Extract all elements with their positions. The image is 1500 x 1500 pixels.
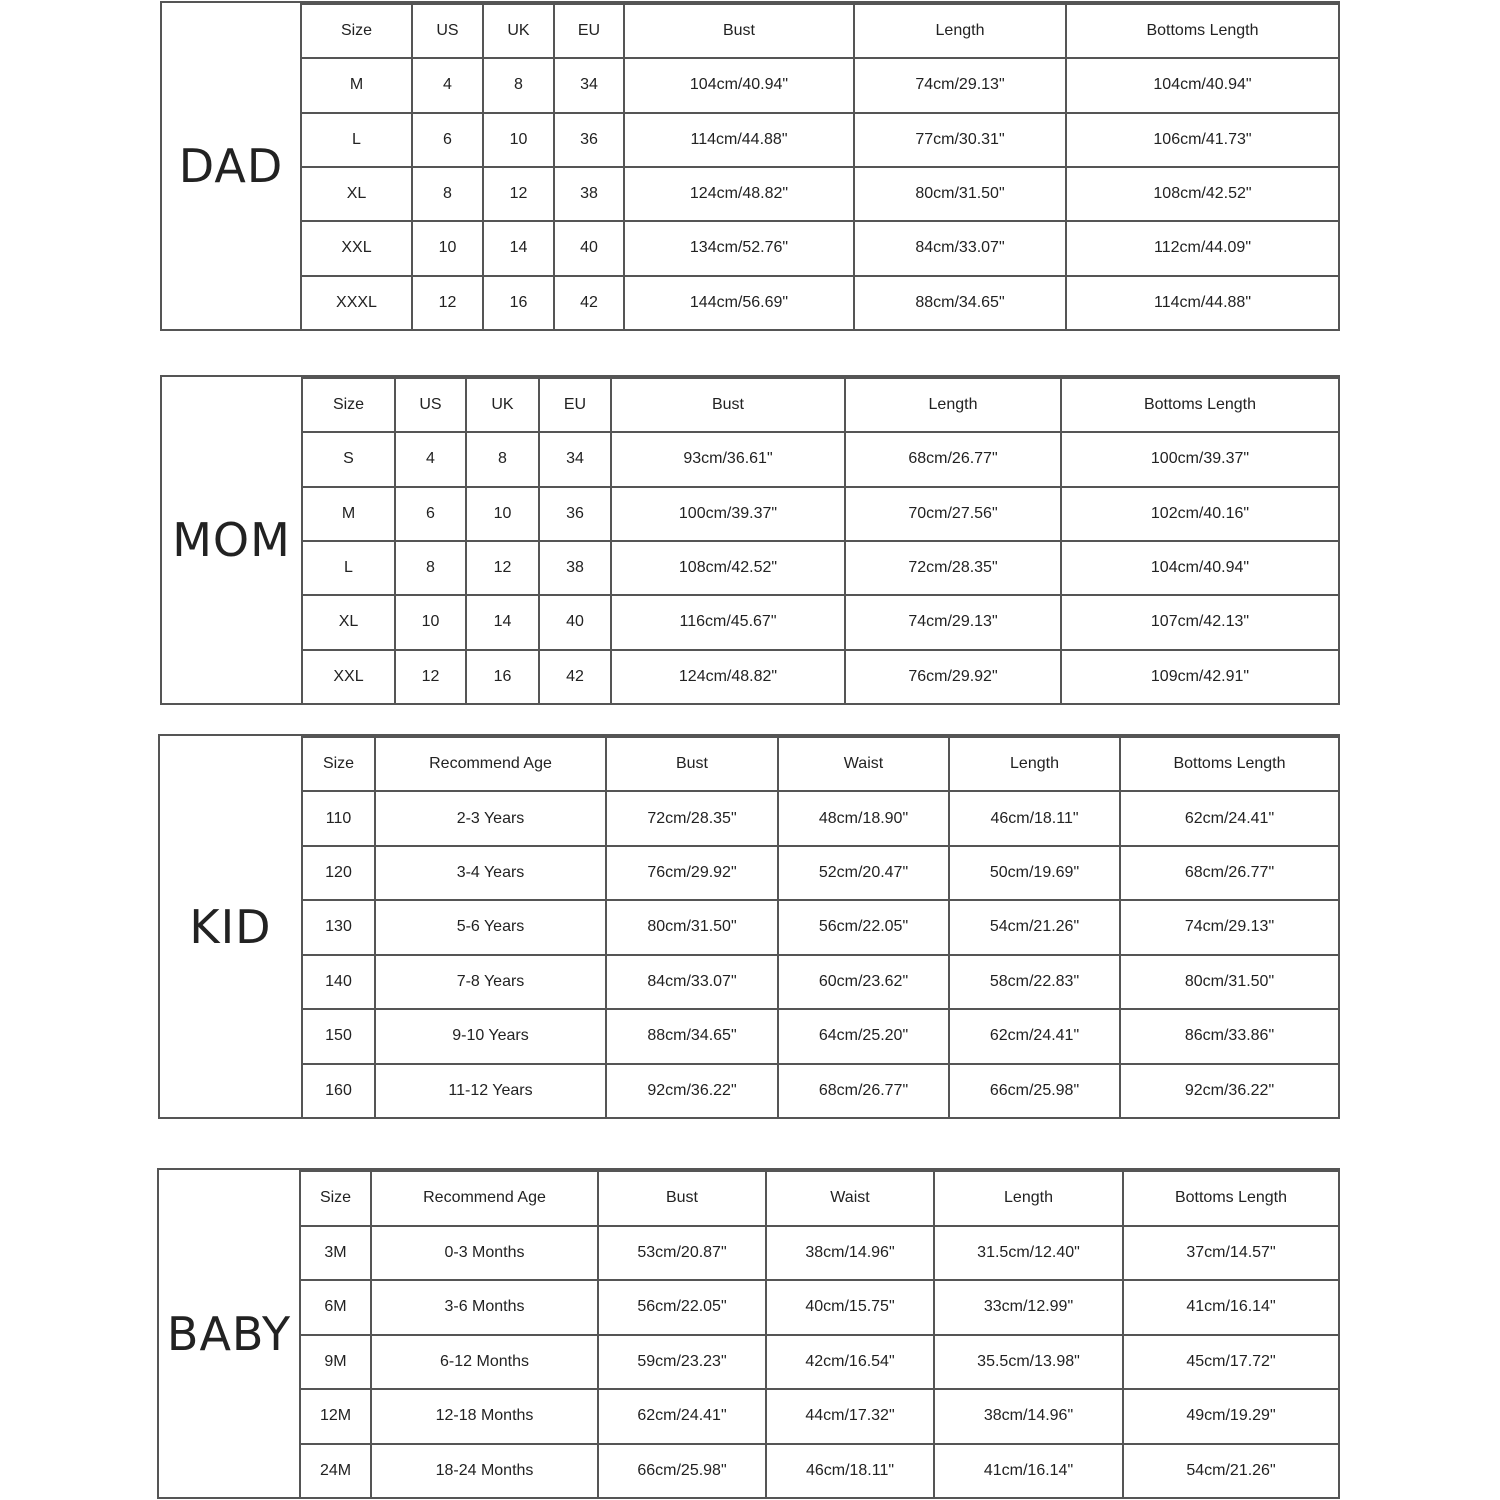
baby-table bbox=[301, 1170, 1338, 1498]
table-cell: 38cm/14.96" bbox=[934, 1389, 1123, 1444]
column-header: Waist bbox=[766, 1171, 934, 1226]
table-cell: 100cm/39.37" bbox=[1061, 432, 1338, 486]
column-header: Size bbox=[302, 4, 412, 58]
table-cell: XXL bbox=[302, 221, 412, 275]
table-cell: 108cm/42.52" bbox=[611, 541, 845, 595]
table-row bbox=[303, 487, 1338, 541]
table-cell: 3-6 Months bbox=[371, 1280, 598, 1335]
table-cell: XL bbox=[302, 167, 412, 221]
table-cell: 104cm/40.94" bbox=[1061, 541, 1338, 595]
table-cell: 64cm/25.20" bbox=[778, 1009, 949, 1063]
table-cell: 41cm/16.14" bbox=[1123, 1280, 1338, 1335]
table-row bbox=[303, 432, 1338, 486]
table-cell: 9-10 Years bbox=[375, 1009, 606, 1063]
mom-label: MOM bbox=[162, 377, 303, 703]
table-cell: 52cm/20.47" bbox=[778, 846, 949, 900]
column-header: EU bbox=[554, 4, 624, 58]
table-cell: 10 bbox=[483, 113, 554, 167]
table-cell: 109cm/42.91" bbox=[1061, 650, 1338, 704]
column-header: Bust bbox=[606, 737, 778, 791]
table-cell: 10 bbox=[466, 487, 539, 541]
table-cell: 16 bbox=[466, 650, 539, 704]
table-cell: 4 bbox=[412, 58, 483, 112]
table-cell: 92cm/36.22" bbox=[1120, 1064, 1338, 1118]
table-cell: 8 bbox=[395, 541, 466, 595]
table-cell: 24M bbox=[301, 1444, 371, 1499]
table-row bbox=[303, 541, 1338, 595]
table-cell: 33cm/12.99" bbox=[934, 1280, 1123, 1335]
table-cell: 68cm/26.77" bbox=[845, 432, 1061, 486]
table-row bbox=[301, 1226, 1338, 1281]
table-cell: 76cm/29.92" bbox=[606, 846, 778, 900]
table-cell: 93cm/36.61" bbox=[611, 432, 845, 486]
table-row bbox=[303, 955, 1338, 1009]
table-cell: 77cm/30.31" bbox=[854, 113, 1066, 167]
table-cell: 8 bbox=[412, 167, 483, 221]
table-cell: 107cm/42.13" bbox=[1061, 595, 1338, 649]
column-header: Length bbox=[934, 1171, 1123, 1226]
table-cell: 8 bbox=[483, 58, 554, 112]
table-row bbox=[303, 650, 1338, 704]
table-row bbox=[302, 221, 1338, 275]
table-cell: M bbox=[303, 487, 395, 541]
column-header: Bust bbox=[611, 378, 845, 432]
column-header: Bottoms Length bbox=[1066, 4, 1338, 58]
table-cell: 88cm/34.65" bbox=[854, 276, 1066, 330]
table-cell: 84cm/33.07" bbox=[854, 221, 1066, 275]
table-cell: 72cm/28.35" bbox=[845, 541, 1061, 595]
table-cell: 12 bbox=[395, 650, 466, 704]
table-cell: 6-12 Months bbox=[371, 1335, 598, 1390]
kid-size-chart bbox=[158, 734, 1340, 1119]
table-cell: 0-3 Months bbox=[371, 1226, 598, 1281]
table-cell: 59cm/23.23" bbox=[598, 1335, 766, 1390]
table-cell: 11-12 Years bbox=[375, 1064, 606, 1118]
column-header: Bottoms Length bbox=[1120, 737, 1338, 791]
table-cell: 53cm/20.87" bbox=[598, 1226, 766, 1281]
column-header: Length bbox=[854, 4, 1066, 58]
table-cell: 74cm/29.13" bbox=[1120, 900, 1338, 954]
table-cell: 34 bbox=[554, 58, 624, 112]
table-cell: 150 bbox=[303, 1009, 375, 1063]
table-row bbox=[302, 276, 1338, 330]
column-header: Size bbox=[301, 1171, 371, 1226]
table-cell: 3-4 Years bbox=[375, 846, 606, 900]
table-cell: 48cm/18.90" bbox=[778, 791, 949, 845]
table-cell: 116cm/45.67" bbox=[611, 595, 845, 649]
table-cell: 160 bbox=[303, 1064, 375, 1118]
table-cell: 124cm/48.82" bbox=[624, 167, 854, 221]
table-cell: 31.5cm/12.40" bbox=[934, 1226, 1123, 1281]
dad-label: DAD bbox=[162, 3, 302, 329]
column-header: Length bbox=[845, 378, 1061, 432]
table-cell: 54cm/21.26" bbox=[949, 900, 1120, 954]
table-row bbox=[303, 1064, 1338, 1118]
table-cell: 7-8 Years bbox=[375, 955, 606, 1009]
table-row bbox=[303, 595, 1338, 649]
table-cell: 3M bbox=[301, 1226, 371, 1281]
table-cell: 18-24 Months bbox=[371, 1444, 598, 1499]
table-row bbox=[302, 167, 1338, 221]
header-row bbox=[303, 378, 1338, 432]
header-row bbox=[302, 4, 1338, 58]
table-cell: XXXL bbox=[302, 276, 412, 330]
table-row bbox=[303, 900, 1338, 954]
table-cell: 120 bbox=[303, 846, 375, 900]
table-cell: 12-18 Months bbox=[371, 1389, 598, 1444]
column-header: UK bbox=[466, 378, 539, 432]
table-cell: 50cm/19.69" bbox=[949, 846, 1120, 900]
column-header: Bottoms Length bbox=[1123, 1171, 1338, 1226]
table-cell: 134cm/52.76" bbox=[624, 221, 854, 275]
baby-label: BABY bbox=[159, 1170, 301, 1497]
table-cell: 4 bbox=[395, 432, 466, 486]
table-cell: 100cm/39.37" bbox=[611, 487, 845, 541]
table-cell: 49cm/19.29" bbox=[1123, 1389, 1338, 1444]
table-cell: XXL bbox=[303, 650, 395, 704]
table-cell: 62cm/24.41" bbox=[598, 1389, 766, 1444]
table-cell: 66cm/25.98" bbox=[598, 1444, 766, 1499]
table-cell: 34 bbox=[539, 432, 611, 486]
column-header: Bottoms Length bbox=[1061, 378, 1338, 432]
column-header: Size bbox=[303, 737, 375, 791]
kid-table bbox=[303, 736, 1338, 1118]
table-cell: XL bbox=[303, 595, 395, 649]
table-cell: 102cm/40.16" bbox=[1061, 487, 1338, 541]
table-cell: 60cm/23.62" bbox=[778, 955, 949, 1009]
header-row bbox=[303, 737, 1338, 791]
mom-size-chart bbox=[160, 375, 1340, 705]
table-cell: 140 bbox=[303, 955, 375, 1009]
table-cell: S bbox=[303, 432, 395, 486]
table-cell: 130 bbox=[303, 900, 375, 954]
table-cell: 106cm/41.73" bbox=[1066, 113, 1338, 167]
table-cell: 36 bbox=[554, 113, 624, 167]
column-header: Length bbox=[949, 737, 1120, 791]
table-cell: 38cm/14.96" bbox=[766, 1226, 934, 1281]
table-cell: 86cm/33.86" bbox=[1120, 1009, 1338, 1063]
table-cell: 74cm/29.13" bbox=[854, 58, 1066, 112]
table-cell: 112cm/44.09" bbox=[1066, 221, 1338, 275]
table-cell: 68cm/26.77" bbox=[1120, 846, 1338, 900]
table-cell: 58cm/22.83" bbox=[949, 955, 1120, 1009]
table-cell: 41cm/16.14" bbox=[934, 1444, 1123, 1499]
table-cell: 6M bbox=[301, 1280, 371, 1335]
table-cell: 66cm/25.98" bbox=[949, 1064, 1120, 1118]
table-cell: 68cm/26.77" bbox=[778, 1064, 949, 1118]
table-row bbox=[303, 1009, 1338, 1063]
table-cell: 6 bbox=[395, 487, 466, 541]
table-cell: 12 bbox=[412, 276, 483, 330]
table-row bbox=[301, 1335, 1338, 1390]
table-cell: 44cm/17.32" bbox=[766, 1389, 934, 1444]
table-cell: 16 bbox=[483, 276, 554, 330]
table-cell: 2-3 Years bbox=[375, 791, 606, 845]
table-cell: 37cm/14.57" bbox=[1123, 1226, 1338, 1281]
table-cell: 36 bbox=[539, 487, 611, 541]
table-cell: 80cm/31.50" bbox=[1120, 955, 1338, 1009]
table-cell: 46cm/18.11" bbox=[949, 791, 1120, 845]
header-row bbox=[301, 1171, 1338, 1226]
table-cell: 80cm/31.50" bbox=[854, 167, 1066, 221]
table-row bbox=[302, 58, 1338, 112]
column-header: Bust bbox=[624, 4, 854, 58]
table-cell: 42 bbox=[554, 276, 624, 330]
table-cell: 114cm/44.88" bbox=[1066, 276, 1338, 330]
table-cell: 10 bbox=[412, 221, 483, 275]
column-header: Waist bbox=[778, 737, 949, 791]
table-cell: 84cm/33.07" bbox=[606, 955, 778, 1009]
column-header: UK bbox=[483, 4, 554, 58]
table-cell: 14 bbox=[466, 595, 539, 649]
table-cell: 56cm/22.05" bbox=[598, 1280, 766, 1335]
column-header: EU bbox=[539, 378, 611, 432]
table-cell: 108cm/42.52" bbox=[1066, 167, 1338, 221]
baby-size-chart bbox=[157, 1168, 1340, 1499]
table-cell: 104cm/40.94" bbox=[624, 58, 854, 112]
column-header: Recommend Age bbox=[375, 737, 606, 791]
column-header: Recommend Age bbox=[371, 1171, 598, 1226]
table-cell: 62cm/24.41" bbox=[949, 1009, 1120, 1063]
table-cell: 38 bbox=[539, 541, 611, 595]
column-header: US bbox=[412, 4, 483, 58]
table-row bbox=[303, 791, 1338, 845]
dad-table bbox=[302, 3, 1338, 330]
table-cell: 80cm/31.50" bbox=[606, 900, 778, 954]
table-cell: 74cm/29.13" bbox=[845, 595, 1061, 649]
table-cell: 54cm/21.26" bbox=[1123, 1444, 1338, 1499]
table-cell: 62cm/24.41" bbox=[1120, 791, 1338, 845]
kid-label: KID bbox=[160, 736, 303, 1117]
table-cell: 40 bbox=[554, 221, 624, 275]
column-header: Size bbox=[303, 378, 395, 432]
table-row bbox=[301, 1389, 1338, 1444]
table-cell: 12M bbox=[301, 1389, 371, 1444]
table-cell: 14 bbox=[483, 221, 554, 275]
table-cell: 76cm/29.92" bbox=[845, 650, 1061, 704]
table-cell: 9M bbox=[301, 1335, 371, 1390]
table-cell: 70cm/27.56" bbox=[845, 487, 1061, 541]
table-cell: 10 bbox=[395, 595, 466, 649]
table-cell: 35.5cm/13.98" bbox=[934, 1335, 1123, 1390]
table-cell: 12 bbox=[466, 541, 539, 595]
table-cell: 144cm/56.69" bbox=[624, 276, 854, 330]
table-cell: 88cm/34.65" bbox=[606, 1009, 778, 1063]
table-cell: 124cm/48.82" bbox=[611, 650, 845, 704]
table-cell: L bbox=[302, 113, 412, 167]
column-header: Bust bbox=[598, 1171, 766, 1226]
dad-size-chart bbox=[160, 1, 1340, 331]
table-cell: 92cm/36.22" bbox=[606, 1064, 778, 1118]
table-cell: 45cm/17.72" bbox=[1123, 1335, 1338, 1390]
table-cell: 5-6 Years bbox=[375, 900, 606, 954]
table-cell: 56cm/22.05" bbox=[778, 900, 949, 954]
table-cell: 40cm/15.75" bbox=[766, 1280, 934, 1335]
table-cell: 12 bbox=[483, 167, 554, 221]
table-cell: 46cm/18.11" bbox=[766, 1444, 934, 1499]
table-row bbox=[301, 1444, 1338, 1499]
table-cell: 38 bbox=[554, 167, 624, 221]
table-cell: 40 bbox=[539, 595, 611, 649]
table-row bbox=[302, 113, 1338, 167]
table-cell: M bbox=[302, 58, 412, 112]
table-cell: 42cm/16.54" bbox=[766, 1335, 934, 1390]
table-cell: 104cm/40.94" bbox=[1066, 58, 1338, 112]
table-cell: 72cm/28.35" bbox=[606, 791, 778, 845]
table-row bbox=[303, 846, 1338, 900]
table-cell: L bbox=[303, 541, 395, 595]
table-cell: 6 bbox=[412, 113, 483, 167]
table-cell: 8 bbox=[466, 432, 539, 486]
mom-table bbox=[303, 377, 1338, 704]
column-header: US bbox=[395, 378, 466, 432]
table-cell: 110 bbox=[303, 791, 375, 845]
table-cell: 114cm/44.88" bbox=[624, 113, 854, 167]
table-cell: 42 bbox=[539, 650, 611, 704]
table-row bbox=[301, 1280, 1338, 1335]
